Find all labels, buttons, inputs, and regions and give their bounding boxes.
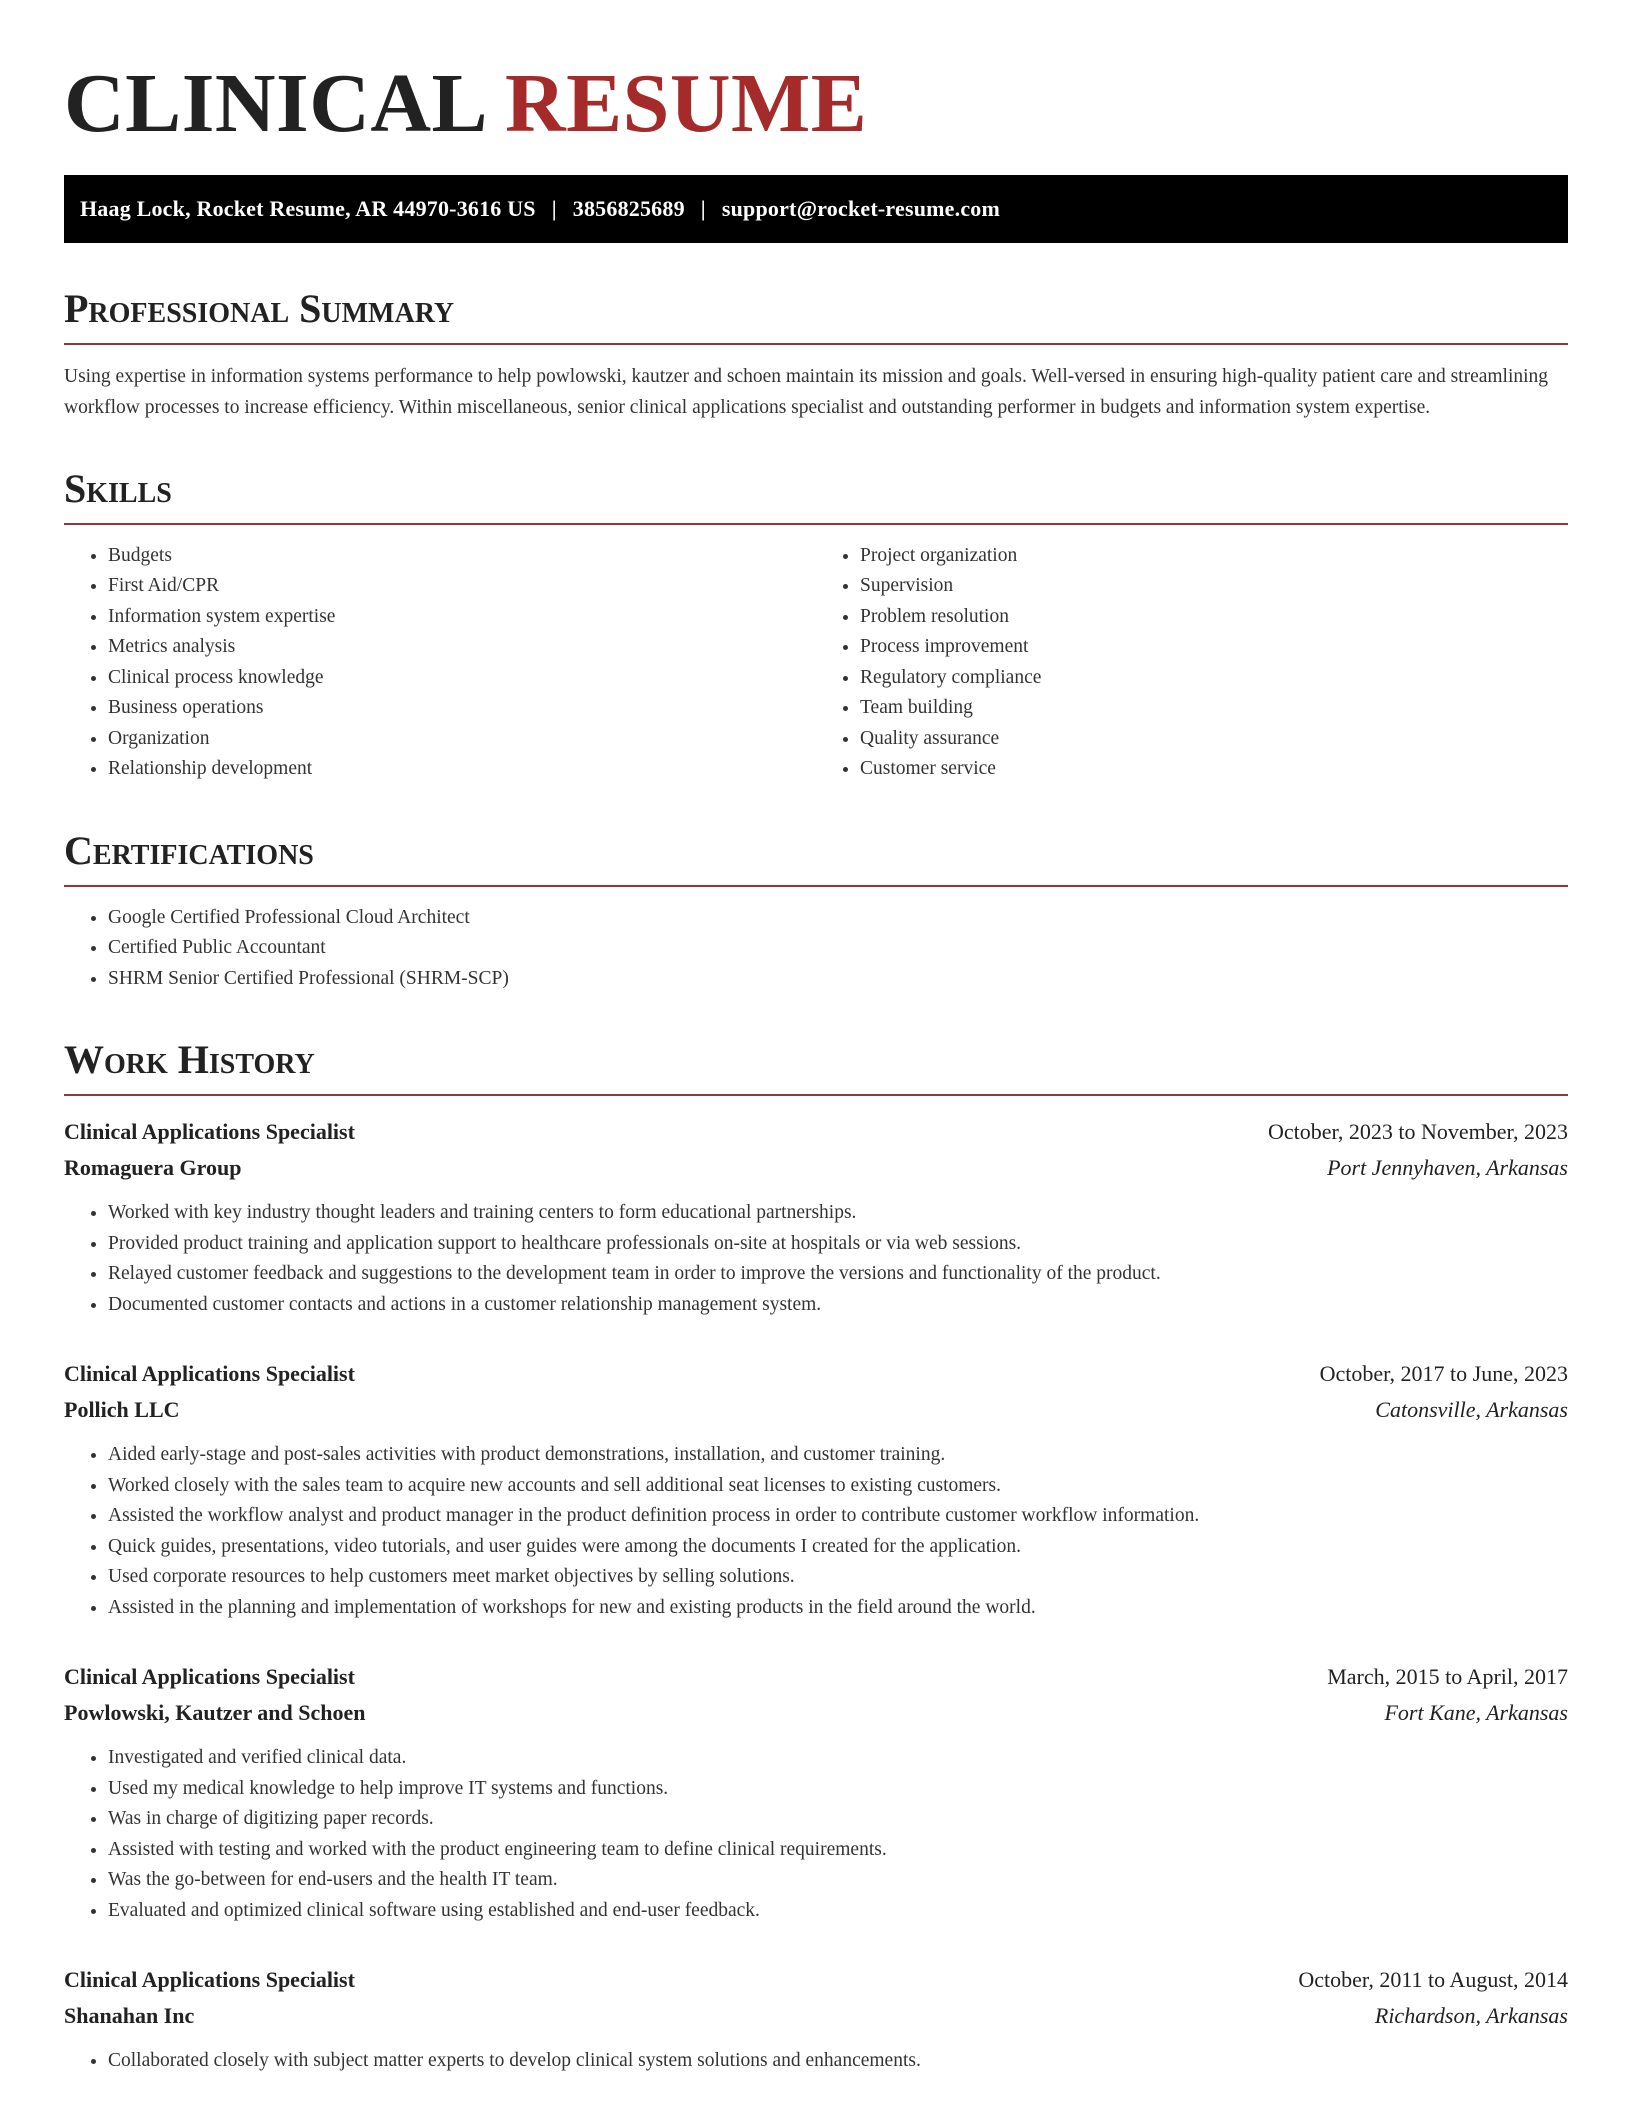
job-title: Clinical Applications Specialist: [64, 1361, 355, 1387]
job-bullet: • Quick guides, presentations, video tutorials, and user guides were among the documents I created for the application.: [108, 1532, 1568, 1563]
job-bullet: • Worked closely with the sales team to acquire new accounts and sell additional seat licenses to existing customers.: [108, 1471, 1568, 1502]
summary-section: [64, 287, 1568, 423]
job-company-row: [64, 1695, 1568, 1731]
job-title: Clinical Applications Specialist: [64, 1967, 355, 1993]
skills-list-right: [816, 541, 1568, 785]
job-bullet: • Used my medical knowledge to help improve IT systems and functions.: [108, 1774, 1568, 1805]
job-dates: October, 2023 to November, 2023: [1267, 1119, 1568, 1145]
skill-item: • Organization: [108, 724, 816, 755]
skill-item: • Business operations: [108, 693, 816, 724]
job-company: Romaguera Group: [64, 1155, 242, 1181]
job-header-row: [64, 1356, 1568, 1392]
skill-item: • Project organization: [860, 541, 1568, 572]
job-bullet: • Provided product training and application support to healthcare professionals on-site at hospitals or via web sessions.: [108, 1229, 1568, 1260]
contact-phone: 3856825689: [572, 195, 685, 221]
job-header-row: [64, 1962, 1568, 1998]
section-heading-summary: Professional Summary: [64, 287, 1568, 345]
job-company: Shanahan Inc: [64, 2003, 195, 2029]
job-bullet: • Assisted in the planning and implementation of workshops for new and existing products in the field around the world.: [108, 1593, 1568, 1624]
job-entry: [64, 1962, 1568, 2077]
contact-separator: |: [700, 195, 706, 221]
title-part-1: CLINICAL: [64, 57, 484, 150]
skill-item: • Customer service: [860, 754, 1568, 785]
job-bullet: • Relayed customer feedback and suggestions to the development team in order to improve the versions and functionality of the product.: [108, 1259, 1568, 1290]
job-location: Catonsville, Arkansas: [1375, 1397, 1568, 1423]
job-location: Fort Kane, Arkansas: [1384, 1700, 1568, 1726]
job-bullet: • Assisted with testing and worked with the product engineering team to define clinical requirements.: [108, 1835, 1568, 1866]
certification-item: • SHRM Senior Certified Professional (SHRM-SCP): [108, 964, 1568, 995]
skills-list-left: [64, 541, 816, 785]
contact-separator: |: [551, 195, 557, 221]
skill-item: • Supervision: [860, 571, 1568, 602]
job-entry: [64, 1356, 1568, 1623]
job-title: Clinical Applications Specialist: [64, 1119, 355, 1145]
certifications-section: [64, 829, 1568, 995]
job-bullet: • Documented customer contacts and actions in a customer relationship management system.: [108, 1290, 1568, 1321]
job-bullet: • Was the go-between for end-users and the health IT team.: [108, 1865, 1568, 1896]
certification-item: • Certified Public Accountant: [108, 933, 1568, 964]
summary-text: Using expertise in information systems performance to help powlowski, kautzer and schoen maintain its mission and goals. Well-versed in ensuring high-quality patient care and streamlining workflow processes to increase efficiency. Within miscellaneous, senior clinical applications specialist and outstanding performer in budgets and information system expertise.: [64, 365, 1549, 418]
contact-address: Haag Lock, Rocket Resume, AR 44970-3616 US: [80, 195, 536, 221]
skill-item: • Relationship development: [108, 754, 816, 785]
section-heading-skills: Skills: [64, 467, 1568, 525]
job-dates: March, 2015 to April, 2017: [1327, 1664, 1568, 1690]
resume-title: [64, 56, 1568, 153]
job-company-row: [64, 1998, 1568, 2034]
skills-grid: [64, 541, 1568, 785]
section-heading-certifications: Certifications: [64, 829, 1568, 887]
certification-item: • Google Certified Professional Cloud Architect: [108, 903, 1568, 934]
skill-item: • Budgets: [108, 541, 816, 572]
skill-item: • Quality assurance: [860, 724, 1568, 755]
skill-item: • Regulatory compliance: [860, 663, 1568, 694]
skills-section: [64, 467, 1568, 785]
job-bullets: [64, 1198, 1568, 1320]
job-bullet: • Collaborated closely with subject matter experts to develop clinical system solutions and enhancements.: [108, 2046, 1568, 2077]
job-bullet: • Assisted the workflow analyst and product manager in the product definition process in order to contribute customer workflow information.: [108, 1501, 1568, 1532]
certifications-list: [64, 903, 1568, 995]
job-bullet: • Evaluated and optimized clinical software using established and end-user feedback.: [108, 1896, 1568, 1927]
job-title: Clinical Applications Specialist: [64, 1664, 355, 1690]
skill-item: • Process improvement: [860, 632, 1568, 663]
job-header-row: [64, 1114, 1568, 1150]
job-bullets: [64, 1743, 1568, 1926]
skill-item: • First Aid/CPR: [108, 571, 816, 602]
skill-item: • Problem resolution: [860, 602, 1568, 633]
job-company: Pollich LLC: [64, 1397, 180, 1423]
skill-item: • Team building: [860, 693, 1568, 724]
skill-item: • Information system expertise: [108, 602, 816, 633]
job-bullet: • Aided early-stage and post-sales activities with product demonstrations, installation, and customer training.: [108, 1440, 1568, 1471]
job-location: Richardson, Arkansas: [1374, 2003, 1568, 2029]
job-bullet: • Used corporate resources to help customers meet market objectives by selling solutions.: [108, 1562, 1568, 1593]
job-entry: [64, 1114, 1568, 1320]
job-location: Port Jennyhaven, Arkansas: [1327, 1155, 1568, 1181]
section-heading-work-history: Work History: [64, 1038, 1568, 1096]
job-company: Powlowski, Kautzer and Schoen: [64, 1700, 366, 1726]
job-bullets: [64, 2046, 1568, 2077]
work-history-section: [64, 1038, 1568, 2077]
job-bullet: • Was in charge of digitizing paper records.: [108, 1804, 1568, 1835]
job-entry: [64, 1659, 1568, 1926]
job-bullet: • Worked with key industry thought leaders and training centers to form educational partnerships.: [108, 1198, 1568, 1229]
job-header-row: [64, 1659, 1568, 1695]
job-bullets: [64, 1440, 1568, 1623]
skill-item: • Metrics analysis: [108, 632, 816, 663]
job-bullet: • Investigated and verified clinical data.: [108, 1743, 1568, 1774]
contact-bar: [64, 175, 1568, 243]
job-dates: October, 2017 to June, 2023: [1319, 1361, 1568, 1387]
job-dates: October, 2011 to August, 2014: [1298, 1967, 1568, 1993]
title-part-2: RESUME: [504, 57, 868, 150]
job-company-row: [64, 1150, 1568, 1186]
job-company-row: [64, 1392, 1568, 1428]
contact-email: support@rocket-resume.com: [721, 195, 1001, 221]
skill-item: • Clinical process knowledge: [108, 663, 816, 694]
